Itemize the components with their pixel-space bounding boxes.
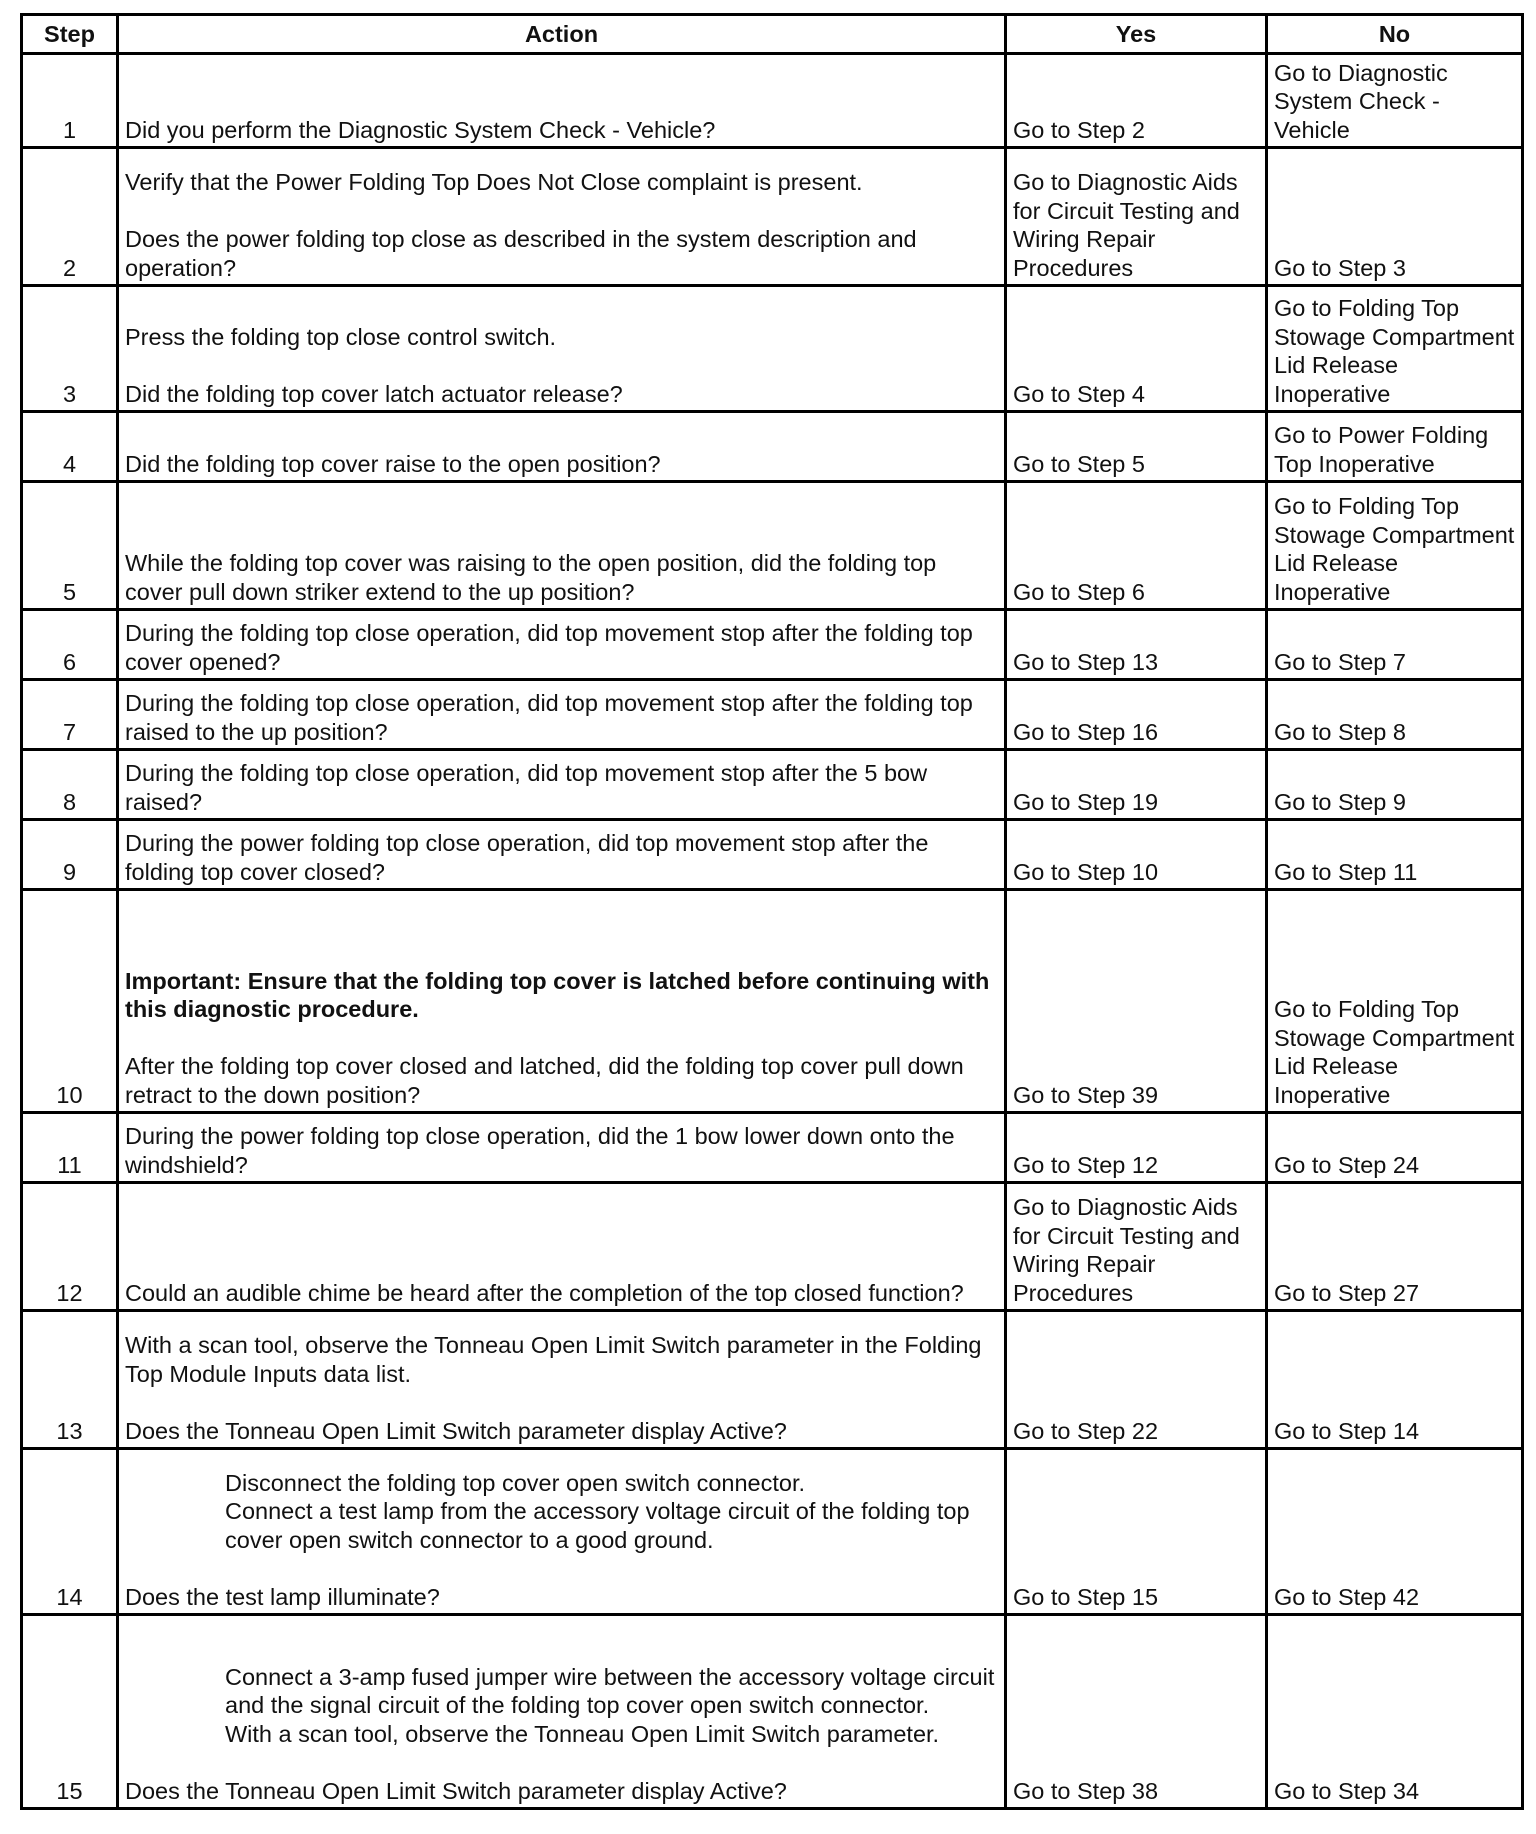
action-cell <box>118 1615 1006 1809</box>
action-cell <box>118 482 1006 610</box>
table-row <box>22 1311 1523 1449</box>
step-number: 14 <box>22 1449 118 1615</box>
action-question: Does the test lamp illuminate? <box>125 1583 440 1610</box>
action-question: During the power folding top close operation, did the 1 bow lower down onto the windshield? <box>125 1123 955 1178</box>
table-row <box>22 820 1523 890</box>
step-number: 6 <box>22 610 118 680</box>
action-cell <box>118 610 1006 680</box>
action-question: Does the power folding top close as described in the system description and operation? <box>125 226 917 281</box>
no-outcome[interactable]: Go to Step 24 <box>1267 1113 1523 1183</box>
action-cell <box>118 412 1006 482</box>
no-outcome[interactable]: Go to Step 7 <box>1267 610 1523 680</box>
step-number: 15 <box>22 1615 118 1809</box>
action-question: Does the Tonneau Open Limit Switch parameter display Active? <box>125 1417 787 1444</box>
diagnostic-table <box>20 13 1524 1810</box>
action-cell <box>118 286 1006 412</box>
action-substep: Connect a test lamp from the accessory voltage circuit of the folding top cover open switch connector to a good ground. <box>225 1498 970 1553</box>
action-substep: With a scan tool, observe the Tonneau Open Limit Switch parameter. <box>225 1720 940 1747</box>
diagnostic-table-sheet <box>20 13 1521 1810</box>
no-outcome[interactable]: Go to Folding Top Stowage Compartment Lid Release Inoperative <box>1267 482 1523 610</box>
action-cell <box>118 1183 1006 1311</box>
action-question: Did you perform the Diagnostic System Check - Vehicle? <box>125 116 716 143</box>
no-outcome[interactable]: Go to Step 34 <box>1267 1615 1523 1809</box>
table-row <box>22 54 1523 148</box>
no-outcome[interactable]: Go to Step 8 <box>1267 680 1523 750</box>
yes-outcome[interactable]: Go to Diagnostic Aids for Circuit Testing and Wiring Repair Procedures <box>1006 1183 1267 1311</box>
no-outcome[interactable]: Go to Step 42 <box>1267 1449 1523 1615</box>
step-number: 1 <box>22 54 118 148</box>
no-outcome[interactable]: Go to Power Folding Top Inoperative <box>1267 412 1523 482</box>
yes-outcome[interactable]: Go to Step 10 <box>1006 820 1267 890</box>
no-outcome[interactable]: Go to Diagnostic System Check - Vehicle <box>1267 54 1523 148</box>
yes-outcome[interactable]: Go to Step 39 <box>1006 890 1267 1113</box>
important-note: Important: Ensure that the folding top cover is latched before continuing with this diagnostic procedure. <box>125 967 990 1022</box>
table-row <box>22 750 1523 820</box>
step-number: 3 <box>22 286 118 412</box>
no-outcome[interactable]: Go to Step 3 <box>1267 148 1523 286</box>
no-outcome[interactable]: Go to Folding Top Stowage Compartment Lid Release Inoperative <box>1267 286 1523 412</box>
yes-outcome[interactable]: Go to Step 19 <box>1006 750 1267 820</box>
yes-outcome[interactable]: Go to Step 16 <box>1006 680 1267 750</box>
table-row <box>22 482 1523 610</box>
no-outcome[interactable]: Go to Step 9 <box>1267 750 1523 820</box>
action-question: After the folding top cover closed and latched, did the folding top cover pull down retract to the down position? <box>125 1053 964 1108</box>
no-outcome[interactable]: Go to Step 27 <box>1267 1183 1523 1311</box>
action-question: During the power folding top close operation, did top movement stop after the folding top cover closed? <box>125 830 929 885</box>
action-substep: Connect a 3-amp fused jumper wire between the accessory voltage circuit and the signal circuit of the folding top cover open switch connector. <box>225 1663 995 1718</box>
header-yes: Yes <box>1006 15 1267 54</box>
table-row <box>22 610 1523 680</box>
step-number: 12 <box>22 1183 118 1311</box>
action-cell <box>118 54 1006 148</box>
action-question: During the folding top close operation, did top movement stop after the folding top cover opened? <box>125 620 973 675</box>
action-instruction: Press the folding top close control switch. <box>125 323 557 350</box>
header-step: Step <box>22 15 118 54</box>
header-no: No <box>1267 15 1523 54</box>
action-instruction: Verify that the Power Folding Top Does Not Close complaint is present. <box>125 169 863 195</box>
step-number: 9 <box>22 820 118 890</box>
table-row <box>22 412 1523 482</box>
no-outcome[interactable]: Go to Step 11 <box>1267 820 1523 890</box>
header-action: Action <box>118 15 1006 54</box>
action-question: Does the Tonneau Open Limit Switch parameter display Active? <box>125 1777 787 1804</box>
table-row <box>22 680 1523 750</box>
action-cell <box>118 1113 1006 1183</box>
action-cell <box>118 148 1006 286</box>
action-question: Did the folding top cover raise to the open position? <box>125 450 661 477</box>
action-question: During the folding top close operation, did top movement stop after the folding top raised to the up position? <box>125 690 973 745</box>
action-question: Did the folding top cover latch actuator release? <box>125 380 623 407</box>
yes-outcome[interactable]: Go to Step 4 <box>1006 286 1267 412</box>
table-row <box>22 148 1523 286</box>
yes-outcome[interactable]: Go to Step 22 <box>1006 1311 1267 1449</box>
header-row <box>22 15 1523 54</box>
action-cell <box>118 1449 1006 1615</box>
yes-outcome[interactable]: Go to Step 13 <box>1006 610 1267 680</box>
step-number: 10 <box>22 890 118 1113</box>
step-number: 7 <box>22 680 118 750</box>
table-row <box>22 1183 1523 1311</box>
action-cell <box>118 820 1006 890</box>
yes-outcome[interactable]: Go to Diagnostic Aids for Circuit Testing and Wiring Repair Procedures <box>1006 148 1267 286</box>
step-number: 8 <box>22 750 118 820</box>
step-number: 4 <box>22 412 118 482</box>
action-substep: Disconnect the folding top cover open switch connector. <box>225 1469 806 1496</box>
yes-outcome[interactable]: Go to Step 5 <box>1006 412 1267 482</box>
no-outcome[interactable]: Go to Folding Top Stowage Compartment Lid Release Inoperative <box>1267 890 1523 1113</box>
yes-outcome[interactable]: Go to Step 38 <box>1006 1615 1267 1809</box>
no-outcome[interactable]: Go to Step 14 <box>1267 1311 1523 1449</box>
step-number: 11 <box>22 1113 118 1183</box>
table-row <box>22 890 1523 1113</box>
action-question: While the folding top cover was raising to the open position, did the folding top cover pull down striker extend to the up position? <box>125 550 937 605</box>
action-cell <box>118 750 1006 820</box>
table-row <box>22 1449 1523 1615</box>
step-number: 5 <box>22 482 118 610</box>
step-number: 13 <box>22 1311 118 1449</box>
yes-outcome[interactable]: Go to Step 6 <box>1006 482 1267 610</box>
action-instruction: With a scan tool, observe the Tonneau Open Limit Switch parameter in the Folding Top Module Inputs data list. <box>125 1332 982 1387</box>
action-question: During the folding top close operation, did top movement stop after the 5 bow raised? <box>125 760 928 815</box>
yes-outcome[interactable]: Go to Step 2 <box>1006 54 1267 148</box>
action-cell <box>118 680 1006 750</box>
table-row <box>22 1113 1523 1183</box>
yes-outcome[interactable]: Go to Step 15 <box>1006 1449 1267 1615</box>
yes-outcome[interactable]: Go to Step 12 <box>1006 1113 1267 1183</box>
table-row <box>22 1615 1523 1809</box>
action-question: Could an audible chime be heard after the completion of the top closed function? <box>125 1279 964 1306</box>
step-number: 2 <box>22 148 118 286</box>
table-row <box>22 286 1523 412</box>
action-cell <box>118 890 1006 1113</box>
action-cell <box>118 1311 1006 1449</box>
